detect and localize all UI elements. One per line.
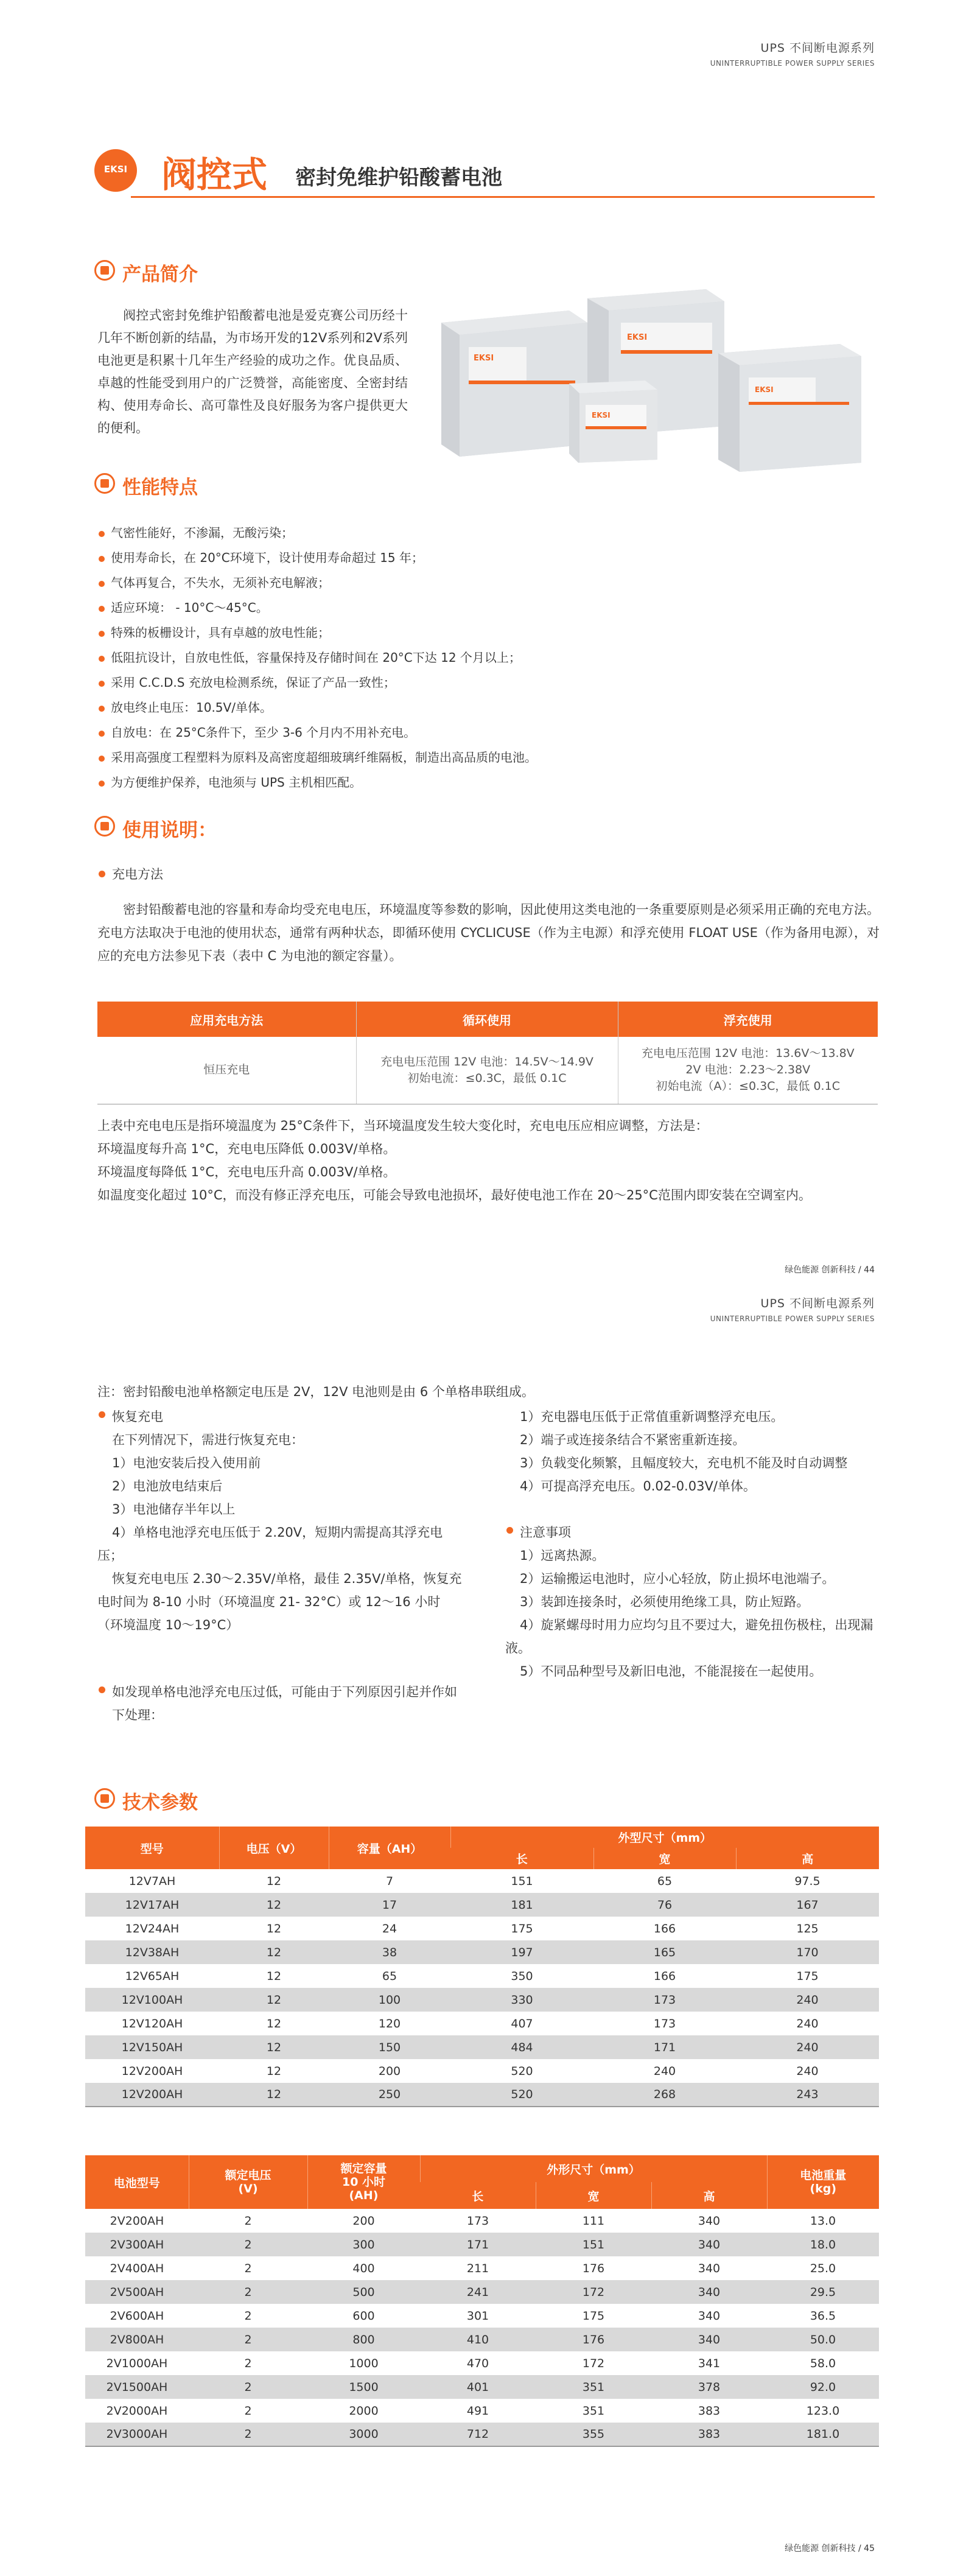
table-header: 循环使用 [356, 1002, 618, 1037]
table-cell: 330 [450, 1988, 593, 2012]
table-cell: 97.5 [794, 1874, 821, 1888]
table-row [85, 2399, 879, 2423]
table-cell: 12V7AH [128, 1874, 176, 1888]
table-cell: 340 [698, 2309, 721, 2323]
table-cell: 2 [244, 2309, 252, 2323]
list-item: 气密性能好，不渗漏，无酸污染； [97, 521, 858, 546]
table-row [85, 2351, 879, 2375]
table-cell: 151 [511, 1874, 533, 1888]
table-cell: 268 [593, 2083, 736, 2107]
list-item: 为方便维护保养，电池须与 UPS 主机相匹配。 [97, 770, 858, 795]
table-cell: 175 [796, 1969, 819, 1983]
table-cell: 340 [651, 2328, 767, 2351]
table-cell: 172 [582, 2356, 605, 2370]
table-row [85, 1869, 879, 1893]
table-cell: 12V120AH [121, 2016, 183, 2030]
table-cell: 240 [736, 2035, 879, 2059]
table-cell: 76 [593, 1893, 736, 1917]
table-cell: 181.0 [767, 2423, 879, 2446]
table-cell: 301 [466, 2309, 489, 2323]
table-row [85, 2328, 879, 2351]
table-cell: 12 [219, 1940, 329, 1964]
table-cell: 197 [450, 1940, 593, 1964]
table-cell: 2 [189, 2280, 307, 2304]
title-sub: 密封免维护铅酸蓄电池 [295, 166, 502, 190]
table-cell: 2V400AH [110, 2261, 164, 2275]
page-footer: 绿色能源 创新科技 / 44 [785, 1265, 875, 1275]
table-row [85, 2280, 879, 2304]
table-cell: 12V17AH [85, 1893, 219, 1917]
table-cell: 58.0 [810, 2356, 836, 2370]
page-title [94, 146, 875, 195]
charge-method-title: 充电方法 [97, 865, 163, 883]
table-cell: 2 [244, 2404, 252, 2418]
table-header: 额定容量 10 小时 (AH) [307, 2155, 420, 2209]
caution-title: 注意事项 [505, 1521, 883, 1544]
table-header: 电池型号 [85, 2155, 189, 2209]
table-cell: 2000 [349, 2404, 379, 2418]
document-icon [94, 473, 115, 494]
table-cell: 170 [736, 1940, 879, 1964]
table-cell: 2 [244, 2356, 252, 2370]
page-45: UPS 不间断电源系列 UNINTERRUPTIBLE POWER SUPPLY SERIES 注：密封铅酸电池单格额定电压是 2V，12V 电池则是由 6 个单格串联组成。 恢复充电 在下列情况下，需进行恢复充电： 1）电池安装后投入使用前 2）电池放电结束后 3）电池储存半年以上 4）单格电池浮充电压低于 2.20V，短期内需提高其浮充电压； 恢复充电电压 2.30～2.35V/单格，最佳 2.35V/单格，恢复充电时间为 8-10 小时（环境温度 21- 32°C）或 12～16 小时（环境温度 10～19°C） 如发现单格电池浮充电压过低，可能由于下列原因引起并作如下处理： 1）充电器电压低于正常值重新调整浮充电压。 2）端子或连接条结合不紧密重新连接。 3）负载变化频繁，且幅度较大，充电机不能及时自动调整 4）可提高浮充电压。0.02-0.03V/单体。 注意事项 1）远离热源。 2）运输搬运电池时，应小心轻放，防止损坏电池端子。 3）装卸连接条时，必须使用绝缘工具，防止短路。 4）旋紧螺母时用力应均匀且不要过大，避免扭伤极柱，出现漏液。 5）不同品种型号及新旧电池，不能混接在一起使用。 技术参数 型号 电压（V） 容量（AH） 外型尺寸（mm） 长 宽 高 12V7AH 12 7 151 65 97.5 12V17AH 12 17 181 76 167 12V24AH 12 24 175 166 125 12V38AH 12 38 197 165 170 12V65AH 12 65 350 166 175 12V100AH 12 100 330 173 240 12V120AH 12 120 407 173 240 12V150AH 12 150 484 171 240 12V200AH 12 200 520 240 240 12V200AH 12 250 520 268 243 电池型号 额定电压 (V) 额定容量 10 小时 (AH) 外形尺寸（mm） 电池重量 (kg) 长 宽 高 2V200AH 2 200 173 111 340 13.0 2V300AH 2 300 171 151 340 18.0 2V400AH 2 400 211 176 340 25.0 2V500AH 2 500 241 172 340 29.5 2V600AH 2 600 301 175 340 36.5 2V800AH 2 800 410 176 340 50.0 2V1000AH 2 1000 470 172 341 58.0 2V1500AH 2 1500 401 351 378 92.0 2V2000AH 2 2000 491 351 383 123.0 2V3000AH 2 3000 712 355 383 181.0 绿色能源 创新科技 / 45 [0, 1291, 966, 2576]
charge-method-text: 密封铅酸蓄电池的容量和寿命均受充电电压，环境温度等参数的影响，因此使用这类电池的一条重要原则是必须采用正确的充电方法。充电方法取决于电池的使用状态，通常有两种状态，即循环使用 CYCLICUSE（作为主电源）和浮充使用 FLOAT USE（作为备用电源），对应的充电方法参见下表（表中 C 为电池的额定容量）。 [97, 902, 880, 963]
table-cell: 340 [698, 2261, 721, 2275]
table-cell: 151 [536, 2233, 651, 2256]
table-cell: 50.0 [767, 2328, 879, 2351]
table-cell: 383 [651, 2423, 767, 2446]
recovery-charge-block: 恢复充电 在下列情况下，需进行恢复充电： 1）电池安装后投入使用前 2）电池放电结束后 3）电池储存半年以上 4）单格电池浮充电压低于 2.20V，短期内需提高其浮充电压； 恢复充电电压 2.30～2.35V/单格，最佳 2.35V/单格，恢复充电时间为 8-10 小时（环境温度 21- 32°C）或 12～16 小时（环境温度 10～19°C） [97, 1405, 463, 1637]
table-cell: 341 [698, 2356, 721, 2370]
table-cell: 2 [244, 2261, 252, 2275]
table-cell: 351 [582, 2404, 605, 2418]
table-cell: 7 [385, 1874, 394, 1888]
table-cell: 111 [582, 2214, 605, 2228]
table-row [85, 1917, 879, 1940]
table-cell: 38 [329, 1940, 450, 1964]
table-cell: 211 [466, 2261, 489, 2275]
table-header: 高 [736, 1848, 879, 1869]
table-cell: 800 [307, 2328, 420, 2351]
table-cell: 2V2000AH [106, 2404, 168, 2418]
low-voltage-block [97, 1680, 475, 1727]
table-cell: 401 [420, 2375, 536, 2399]
table-header: 应用充电方法 [97, 1002, 356, 1037]
table-cell: 2 [189, 2328, 307, 2351]
table-cell: 92.0 [767, 2375, 879, 2399]
table-cell: 500 [307, 2280, 420, 2304]
series-header [710, 1294, 875, 1323]
table-row [85, 2375, 879, 2399]
table-row [85, 2035, 879, 2059]
table-cell: 300 [307, 2233, 420, 2256]
right-column: 1）充电器电压低于正常值重新调整浮充电压。 2）端子或连接条结合不紧密重新连接。 3）负载变化频繁，且幅度较大，充电机不能及时自动调整 4）可提高浮充电压。0.02-0.03V/单体。 注意事项 1）远离热源。 2）运输搬运电池时，应小心轻放，防止损坏电池端子。 3）装卸连接条时，必须使用绝缘工具，防止短路。 4）旋紧螺母时用力应均匀且不要过大，避免扭伤极柱，出现漏液。 5）不同品种型号及新旧电池，不能混接在一起使用。 [505, 1405, 883, 1683]
table-cell: 2V200AH [110, 2214, 164, 2228]
table-cell: 12 [219, 1988, 329, 2012]
table-cell: 24 [382, 1921, 397, 1936]
table-cell: 18.0 [767, 2233, 879, 2256]
list-item: 气体再复合，不失水，无须补充电解液； [97, 570, 858, 595]
table-cell: 340 [698, 2214, 721, 2228]
table-cell: 173 [466, 2214, 489, 2228]
series-title-cn: UPS 不间断电源系列 [760, 1297, 875, 1310]
table-cell: 13.0 [810, 2214, 836, 2228]
list-item: 特殊的板栅设计，具有卓越的放电性能； [97, 620, 858, 645]
table-cell: 175 [582, 2309, 605, 2323]
table-cell: 17 [329, 1893, 450, 1917]
table-cell: 12 [266, 2064, 282, 2078]
svg-text:EKSI: EKSI [592, 411, 611, 419]
table-cell: 200 [378, 2064, 401, 2078]
list-item: 使用寿命长，在 20°C环境下，设计使用寿命超过 15 年； [97, 546, 858, 570]
table-cell: 恒压充电 [97, 1037, 356, 1104]
table-cell: 491 [466, 2404, 489, 2418]
table-cell: 12V65AH [125, 1969, 180, 1983]
battery-product-image [426, 280, 877, 481]
document-icon [94, 260, 115, 281]
table-cell: 2V1500AH [85, 2375, 189, 2399]
intro-text: 阀控式密封免维护铅酸蓄电池是爱克赛公司历经十几年不断创新的结晶，为市场开发的12V系列和2V系列电池更是积累十几年生产经验的成功之作。优良品质、卓越的性能受到用户的广泛赞誉，高能密度、全密封结构、使用寿命长、高可靠性及良好服务为客户提供更大的便利。 [97, 308, 408, 435]
table-cell: 176 [582, 2261, 605, 2275]
table-cell: 2V800AH [85, 2328, 189, 2351]
table-cell: 470 [466, 2356, 489, 2370]
table-cell: 2 [189, 2233, 307, 2256]
list-item: 采用高强度工程塑料为原料及高密度超细玻璃纤维隔板，制造出高品质的电池。 [97, 745, 858, 770]
table-header: 高 [651, 2182, 767, 2209]
table-cell: 520 [511, 2064, 533, 2078]
table-cell: 12V200AH [121, 2064, 183, 2078]
table-header: 型号 [85, 1827, 219, 1869]
table-row [85, 1893, 879, 1917]
table-row [85, 1964, 879, 1988]
table-cell: 12V200AH [85, 2083, 219, 2107]
table-row [85, 1940, 879, 1964]
table-header: 宽 [593, 1848, 736, 1869]
table-cell: 250 [329, 2083, 450, 2107]
series-header [710, 39, 875, 68]
cell-voltage-note: 注：密封铅酸电池单格额定电压是 2V，12V 电池则是由 6 个单格串联组成。 [97, 1385, 534, 1399]
table-row [85, 2304, 879, 2328]
feature-list [97, 521, 858, 795]
table-cell: 3000 [307, 2423, 420, 2446]
table-cell: 712 [420, 2423, 536, 2446]
list-item: 自放电：在 25°C条件下，至少 3-6 个月内不用补充电。 [97, 720, 858, 745]
table-cell: 167 [736, 1893, 879, 1917]
table-row [97, 1037, 878, 1104]
table-cell: 12 [266, 1874, 282, 1888]
table-cell: 172 [536, 2280, 651, 2304]
title-underline [131, 196, 875, 198]
spec-table-12v [85, 1827, 879, 2107]
table-header: 容量（AH） [329, 1827, 450, 1869]
table-cell: 150 [329, 2035, 450, 2059]
table-header: 宽 [536, 2182, 651, 2209]
table-cell: 165 [593, 1940, 736, 1964]
series-title-en: UNINTERRUPTIBLE POWER SUPPLY SERIES [710, 59, 875, 68]
table-cell: 520 [450, 2083, 593, 2107]
table-cell: 12V24AH [125, 1921, 180, 1936]
table-cell: 65 [657, 1874, 673, 1888]
table-cell: 100 [329, 1988, 450, 2012]
table-cell: 340 [651, 2280, 767, 2304]
table-cell: 12 [219, 2083, 329, 2107]
table-cell: 125 [796, 1921, 819, 1936]
svg-text:EKSI: EKSI [755, 385, 774, 394]
table-cell: 2V1000AH [106, 2356, 168, 2370]
table-cell: 12 [266, 1969, 282, 1983]
table-cell: 120 [378, 2016, 401, 2030]
table-cell: 充电电压范围 12V 电池：13.6V～13.8V 2V 电池：2.23～2.38V 初始电流（A）：≤0.3C，最低 0.1C [618, 1037, 878, 1104]
table-cell: 407 [511, 2016, 533, 2030]
table-cell: 383 [698, 2404, 721, 2418]
table-cell: 240 [736, 1988, 879, 2012]
table-cell: 600 [352, 2309, 375, 2323]
table-cell: 2V600AH [110, 2309, 164, 2323]
charge-table [97, 1002, 878, 1104]
table-cell: 2 [244, 2214, 252, 2228]
table-row [85, 2209, 879, 2233]
table-cell: 410 [420, 2328, 536, 2351]
table-cell: 25.0 [810, 2261, 836, 2275]
table-header: 外型尺寸（mm） [450, 1827, 879, 1848]
table-cell: 2 [189, 2375, 307, 2399]
table-cell: 166 [653, 1969, 676, 1983]
temperature-notes: 上表中充电电压是指环境温度为 25°C条件下，当环境温度发生较大变化时，充电电压应相应调整，方法是： 环境温度每升高 1°C，充电电压降低 0.003V/单格。 环境温度每降低 1°C，充电电压升高 0.003V/单格。 如温度变化超过 10°C，而没有修正浮充电压，可能会导致电池损坏，最好使电池工作在 20～25°C范围内即安装在空调室内。 [97, 1118, 811, 1202]
table-cell: 2V500AH [85, 2280, 189, 2304]
table-cell: 350 [511, 1969, 533, 1983]
table-cell: 2V300AH [85, 2233, 189, 2256]
table-cell: 1000 [349, 2356, 379, 2370]
document-icon [94, 1788, 115, 1809]
table-cell: 12 [219, 1893, 329, 1917]
table-cell: 2 [189, 2423, 307, 2446]
table-row [85, 2233, 879, 2256]
series-title-en: UNINTERRUPTIBLE POWER SUPPLY SERIES [710, 1314, 875, 1323]
table-header: 电池重量 (kg) [767, 2155, 879, 2209]
table-cell: 12 [219, 2035, 329, 2059]
document-icon [94, 816, 115, 837]
table-header: 外形尺寸（mm） [420, 2155, 767, 2182]
table-cell: 2V3000AH [85, 2423, 189, 2446]
svg-text:EKSI: EKSI [627, 333, 648, 342]
table-row [85, 2083, 879, 2107]
table-cell: 200 [352, 2214, 375, 2228]
table-cell: 240 [796, 2064, 819, 2078]
table-row [85, 2059, 879, 2083]
table-cell: 充电电压范围 12V 电池：14.5V～14.9V 初始电流：≤0.3C，最低 0.1C [356, 1037, 618, 1104]
table-cell: 173 [593, 1988, 736, 2012]
table-cell: 171 [593, 2035, 736, 2059]
table-cell: 241 [420, 2280, 536, 2304]
table-cell: 123.0 [806, 2404, 840, 2418]
table-cell: 484 [450, 2035, 593, 2059]
table-cell: 29.5 [767, 2280, 879, 2304]
table-cell: 12V38AH [85, 1940, 219, 1964]
list-item: 低阻抗设计，自放电性低，容量保持及存储时间在 20°C下达 12 个月以上； [97, 645, 858, 670]
table-header: 长 [420, 2182, 536, 2209]
table-cell: 400 [352, 2261, 375, 2275]
table-cell: 340 [651, 2233, 767, 2256]
table-header: 浮充使用 [618, 1002, 878, 1037]
table-cell: 355 [536, 2423, 651, 2446]
spec-table-2v [85, 2155, 879, 2447]
table-cell: 176 [536, 2328, 651, 2351]
table-cell: 12V100AH [85, 1988, 219, 2012]
table-cell: 175 [511, 1921, 533, 1936]
table-cell: 181 [450, 1893, 593, 1917]
recovery-title: 恢复充电 [97, 1405, 463, 1428]
table-cell: 243 [736, 2083, 879, 2107]
table-header: 额定电压 (V) [189, 2155, 307, 2209]
list-item: 放电终止电压：10.5V/单体。 [97, 695, 858, 720]
low-voltage-title: 如发现单格电池浮充电压过低，可能由于下列原因引起并作如下处理： [97, 1680, 463, 1727]
table-cell: 378 [651, 2375, 767, 2399]
table-cell: 240 [796, 2016, 819, 2030]
list-item: 采用 C.C.D.S 充放电检测系统，保证了产品一致性； [97, 670, 858, 695]
table-cell: 12 [266, 2016, 282, 2030]
table-cell: 166 [653, 1921, 676, 1936]
list-item: 适应环境： - 10°C～45°C。 [97, 595, 858, 620]
eksi-logo: EKSI [94, 149, 137, 192]
table-cell: 173 [653, 2016, 676, 2030]
page-footer: 绿色能源 创新科技 / 45 [785, 2544, 875, 2553]
table-header: 电压（V） [219, 1827, 329, 1869]
table-row [85, 2256, 879, 2280]
table-cell: 171 [420, 2233, 536, 2256]
table-cell: 12V150AH [85, 2035, 219, 2059]
table-cell: 65 [382, 1969, 397, 1983]
table-cell: 36.5 [810, 2309, 836, 2323]
table-row [85, 2012, 879, 2035]
table-cell: 1500 [307, 2375, 420, 2399]
table-row [85, 1988, 879, 2012]
table-header: 长 [450, 1848, 593, 1869]
table-cell: 351 [536, 2375, 651, 2399]
title-main: 阀控式 [161, 154, 268, 195]
table-cell: 12 [266, 1921, 282, 1936]
page-44: UPS 不间断电源系列 UNINTERRUPTIBLE POWER SUPPLY SERIES EKSI 阀控式 密封免维护铅酸蓄电池 产品简介 阀控式密封免维护铅酸蓄电池是爱克赛公司历经十几年不断创新的结晶，为市场开发的12V系列和2V系列电池更是积累十几年生产经验的成功之作。优良品质、卓越的性能受到用户的广泛赞誉，高能密度、全密封结构、使用寿命长、高可靠性及良好服务为客户提供更大的便利。 EKSI EKSI EKSI EKSI 性能特点 气密性能好，不渗漏，无酸污染； 使用寿命长，在 20°C环境下，设计使用寿命超过 15 年； 气体再复合，不失水，无须补充电解液； 适应环境： - 10°C～45°C。 特殊的板栅设计，具有卓越的放电性能； 低阻抗设计，自放电性低，容量保持及存储时间在 20°C下达 12 个月以上； 采用 C.C.D.S 充放电检测系统，保证了产品一致性； 放电终止电压：10.5V/单体。 自放电：在 25°C条件下，至少 3-6 个月内不用补充电。 采用高强度工程塑料为原料及高密度超细玻璃纤维隔板，制造出高品质的电池。 为方便维护保养，电池须与 UPS 主机相匹配。 使用说明： 充电方法 密封铅酸蓄电池的容量和寿命均受充电电压，环境温度等参数的影响，因此使用这类电池的一条重要原则是必须采用正确的充电方法。充电方法取决于电池的使用状态，通常有两种状态，即循环使用 CYCLICUSE（作为主电源）和浮充使用 FLOAT USE（作为备用电源），对应的充电方法参见下表（表中 C 为电池的额定容量）。 应用充电方法 循环使用 浮充使用 恒压充电 充电电压范围 12V 电池：14.5V～14.9V 初始电流：≤0.3C，最低 0.1C 充电电压范围 12V 电池：13.6V～13.8V 2V 电池：2.23～2.38V 初始电流（A）：≤0.3C，最低 0.1C 上表中充电电压是指环境温度为 25°C条件下，当环境温度发生较大变化时，充电电压应相应调整，方法是： 环境温度每升高 1°C，充电电压降低 0.003V/单格。 环境温度每降低 1°C，充电电压升高 0.003V/单格。 如温度变化超过 10°C，而没有修正浮充电压，可能会导致电池损坏，最好使电池工作在 20～25°C范围内即安装在空调室内。 绿色能源 创新科技 / 44 [0, 0, 966, 1291]
table-cell: 240 [653, 2064, 676, 2078]
svg-text:EKSI: EKSI [474, 354, 494, 363]
series-title-cn: UPS 不间断电源系列 [760, 41, 875, 55]
table-row [85, 2423, 879, 2446]
